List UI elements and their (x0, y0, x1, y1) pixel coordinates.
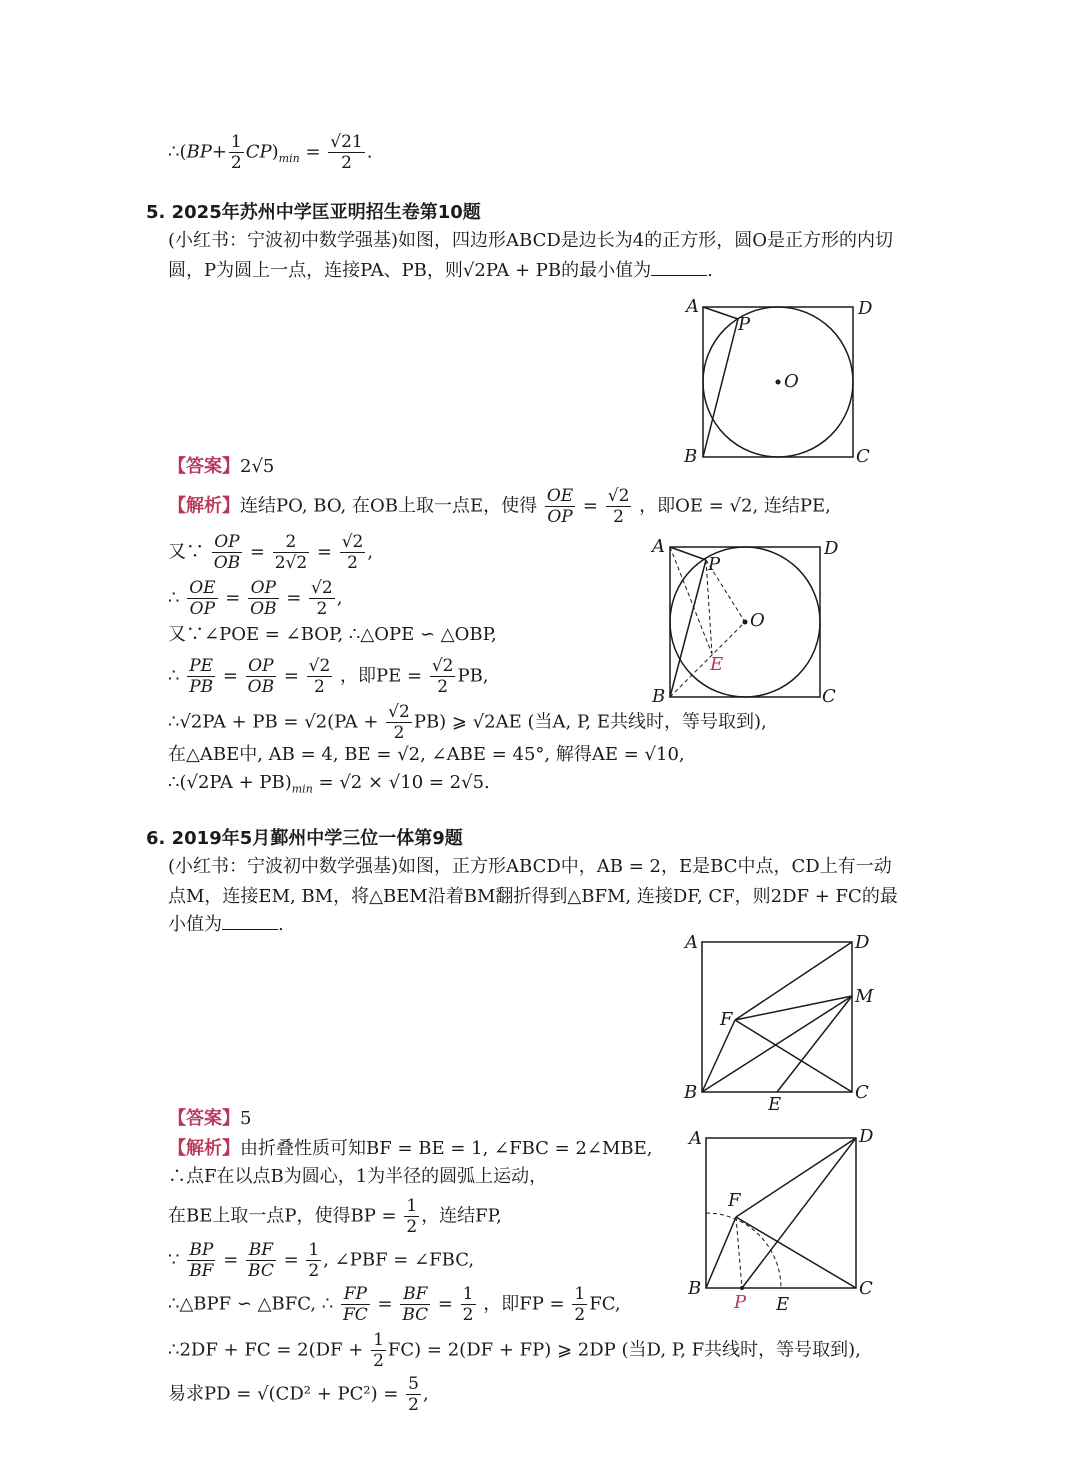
numerator: 1 (308, 1240, 320, 1260)
label-f: F (728, 1190, 741, 1211)
comma: , (423, 1383, 429, 1405)
analysis-text: ，连结FP, (421, 1205, 502, 1227)
label-p: P (734, 1292, 747, 1313)
denominator: 2 (574, 1305, 586, 1325)
figure-4-arc-construction (684, 1124, 884, 1314)
analysis-text: , ∠PBF = ∠FBC, (323, 1249, 475, 1271)
numerator: 1 (373, 1330, 384, 1350)
numerator: PE (187, 656, 215, 677)
frac (306, 1240, 321, 1281)
frac (606, 486, 632, 527)
analysis-text: ∴√2PA + PB = √2(PA + (168, 711, 379, 733)
denominator: 2 (373, 1351, 384, 1371)
cp-term: CP (245, 141, 272, 163)
frac (371, 1330, 386, 1371)
numerator: √2 (388, 702, 410, 722)
label-b: B (684, 446, 698, 467)
label-e: E (768, 1094, 782, 1113)
numerator: 2 (273, 532, 309, 553)
label-o: O (784, 371, 799, 392)
frac (572, 1284, 587, 1325)
frac (246, 1240, 276, 1281)
analysis-text: 连结PO, BO, 在OB上取一点E，使得 (240, 495, 538, 517)
q5-answer (168, 454, 274, 480)
numerator: OP (212, 532, 242, 553)
therefore-symbol: ∴ (168, 141, 180, 163)
numerator: √2 (341, 532, 364, 552)
denominator: 2√2 (274, 553, 308, 573)
frac (400, 1284, 430, 1325)
analysis-text: ，即PE = (340, 665, 423, 687)
label-a: A (652, 536, 665, 557)
q5-stem-line1: (小红书：宁波初中数学强基)如图，四边形ABCD是边长为4的正方形，圆O是正方形的内切 (168, 230, 894, 251)
q6-stem-line2: 点M，连接EM, BM，将△BEM沿着BM翻折得到△BFM, 连接DF, CF，则2DF + FC的最 (168, 886, 898, 907)
frac (309, 578, 335, 619)
result-denominator: 2 (341, 153, 352, 173)
q5-analysis-line5: ∴ $\frac{PE}{PB}$ = $\frac{OP}{OB}$ = $\frac{√2}{2}$ ，即PE = $\frac{√2}{2}$ PB, (168, 656, 489, 697)
q5-stem-line2 (168, 258, 713, 284)
frac (187, 578, 217, 619)
q5-heading: 5. 2025年苏州中学匡亚明招生卷第10题 (146, 202, 481, 223)
numerator: BF (400, 1284, 430, 1305)
numerator: √2 (607, 486, 630, 506)
label-b: B (688, 1278, 702, 1299)
frac (545, 486, 575, 527)
analysis-text: ∴(√2PA + PB) (168, 772, 292, 793)
numerator: √2 (308, 656, 331, 676)
q5-analysis-line1 (168, 486, 831, 527)
denominator: 2 (437, 677, 449, 697)
denominator: OP (547, 507, 573, 527)
q5-analysis-line3: ∴ $\frac{OE}{OP}$ = $\frac{OP}{OB}$ = $\frac{√2}{2}$ , (168, 578, 343, 619)
analysis-text: ，即FP = (483, 1293, 565, 1315)
q5-analysis-line7: 在△ABE中, AB = 4, BE = √2, ∠ABE = 45°, 解得AE = √10, (168, 744, 685, 765)
figure-2-construction (650, 534, 850, 714)
half-frac: $\frac{1}{2}$ (230, 132, 242, 173)
frac (430, 656, 456, 697)
answer-value: 5 (240, 1108, 252, 1129)
analysis-text: 在BE上取一点P，使得BP = (168, 1205, 397, 1227)
answer-blank (222, 915, 278, 930)
denominator: PB (189, 677, 214, 697)
answer-blank (651, 261, 707, 276)
frac (246, 656, 276, 697)
analysis-tag: 【解析】 (168, 495, 240, 517)
analysis-text: 由折叠性质可知BF = BE = 1, ∠FBC = 2∠MBE, (240, 1138, 653, 1159)
label-a: A (689, 1128, 702, 1149)
q5-analysis-line8 (168, 770, 490, 803)
denominator: 2 (308, 1261, 320, 1281)
numerator: 1 (574, 1284, 586, 1304)
q5-analysis-line4: 又∵∠POE = ∠BOP, ∴△OPE ∽ △OBP, (168, 624, 497, 645)
label-e: E (776, 1294, 790, 1314)
top-result-line: ∴(BP+ $\frac{1}{2}$ $CP)_{min}$ = $\frac{√21}{2}$ . (168, 132, 373, 173)
numerator: FP (341, 1284, 370, 1305)
plus-sign: + (211, 141, 227, 163)
analysis-text: PB) ⩾ √2AE (当A, P, E共线时，等号取到), (413, 711, 767, 733)
result-numerator: √21 (330, 132, 363, 152)
q6-heading: 6. 2019年5月鄞州中学三位一体第9题 (146, 828, 463, 849)
period: . (278, 914, 284, 935)
q6-stem-line3 (168, 912, 284, 938)
answer-tag: 【答案】 (168, 456, 240, 477)
comma: , (336, 587, 343, 609)
figure-1-square-inscribed-circle (680, 292, 880, 472)
prefix: ∴ (168, 665, 180, 687)
label-o: O (750, 610, 765, 631)
label-c: C (822, 686, 836, 707)
label-m: M (855, 986, 874, 1007)
denominator: OP (189, 599, 216, 619)
analysis-text: PB, (457, 665, 489, 687)
denominator: 2 (316, 599, 328, 619)
denominator: 2 (462, 1305, 474, 1325)
frac (187, 656, 215, 697)
result-frac (328, 132, 364, 173)
answer-tag: 【答案】 (168, 1108, 240, 1129)
equals-sign: = (305, 141, 321, 163)
q6-answer (168, 1106, 251, 1132)
frac (248, 578, 278, 619)
bp-term: BP (186, 141, 212, 163)
frac (273, 532, 309, 573)
label-a: A (686, 296, 699, 317)
q6-analysis-line1 (168, 1136, 653, 1162)
period: . (707, 260, 713, 281)
label-e: E (710, 654, 724, 675)
min-subscript: min (291, 782, 313, 796)
analysis-tag: 【解析】 (168, 1138, 240, 1159)
label-f: F (720, 1009, 733, 1030)
numerator: 5 (408, 1374, 419, 1394)
denominator: 2 (408, 1395, 419, 1415)
analysis-text: = √2 × √10 = 2√5. (318, 772, 490, 793)
denominator: OB (247, 677, 275, 697)
frac (212, 532, 242, 573)
label-d: D (859, 1126, 874, 1147)
q6-analysis-line7 (168, 1374, 429, 1415)
q6-analysis-line2: ∴点F在以点B为圆心，1为半径的圆弧上运动， (168, 1166, 548, 1187)
denominator: FC (342, 1305, 368, 1325)
denominator: 2 (393, 723, 405, 743)
q6-stem-line1: (小红书：宁波初中数学强基)如图，正方形ABCD中，AB = 2，E是BC中点，CD上有一动 (168, 856, 892, 877)
label-d: D (858, 298, 873, 319)
figure-3-fold (680, 928, 880, 1113)
frac (404, 1196, 419, 1237)
prefix: ∵ (168, 1249, 180, 1271)
equals-sign: = (582, 495, 599, 517)
q6-analysis-line4: ∵ $\frac{BP}{BF}$ = $\frac{BF}{BC}$ = $\frac{1}{2}$ , ∠PBF = ∠FBC, (168, 1240, 475, 1281)
label-d: D (824, 538, 839, 559)
frac (406, 1374, 421, 1415)
denominator: 2 (406, 1217, 418, 1237)
analysis-text: ∴2DF + FC = 2(DF + (168, 1339, 364, 1361)
analysis-text: ，即OE = √2, 连结PE, (639, 495, 831, 517)
label-c: C (859, 1278, 873, 1299)
min-subscript: min (278, 152, 300, 166)
prefix: 又∵ (168, 541, 204, 563)
analysis-text: ∴△BPF ∽ △BFC, ∴ (168, 1293, 334, 1315)
numerator: OE (546, 486, 574, 506)
denominator: BC (402, 1305, 429, 1325)
numerator: 1 (462, 1284, 474, 1304)
numerator: BP (187, 1240, 215, 1261)
q5-stem-text: 圆，P为圆上一点，连接PA、PB，则√2PA + PB的最小值为 (168, 260, 652, 281)
frac (187, 1240, 215, 1281)
frac (307, 656, 333, 697)
frac (340, 532, 366, 573)
label-c: C (855, 1082, 869, 1103)
q6-analysis-line3 (168, 1196, 502, 1237)
prefix: ∴ (168, 587, 180, 609)
denominator: 2 (613, 507, 624, 527)
numerator: OP (246, 656, 276, 677)
frac (461, 1284, 476, 1325)
analysis-text: 易求PD = √(CD² + PC²) = (168, 1383, 399, 1405)
numerator: OP (248, 578, 278, 599)
label-a: A (685, 932, 698, 953)
q6-stem-text: 小值为 (168, 914, 222, 935)
numerator: √2 (431, 656, 454, 676)
label-b: B (684, 1082, 698, 1103)
q6-analysis-line5: ∴△BPF ∽ △BFC, ∴ $\frac{FP}{FC}$ = $\frac{BF}{BC}$ = $\frac{1}{2}$ ，即FP = $\frac{1}{2}$ FC, (168, 1284, 621, 1325)
answer-value: 2√5 (240, 456, 275, 477)
label-p: P (708, 554, 721, 575)
q6-analysis-line6 (168, 1330, 861, 1371)
denominator: BC (248, 1261, 274, 1281)
numerator: √2 (311, 578, 333, 598)
numerator: BF (246, 1240, 276, 1261)
denominator: OB (250, 599, 277, 619)
frac (386, 702, 412, 743)
label-c: C (856, 446, 870, 467)
q5-analysis-line2: 又∵ $\frac{OP}{OB}$ = $\frac{2}{2√2}$ = $\frac{√2}{2}$ , (168, 532, 374, 573)
analysis-text: FC, (589, 1293, 621, 1315)
label-b: B (652, 686, 666, 707)
comma: , (367, 541, 374, 563)
denominator: BF (189, 1261, 214, 1281)
denominator: 2 (314, 677, 325, 697)
label-p: P (738, 314, 751, 335)
numerator: 1 (406, 1196, 418, 1216)
label-d: D (855, 932, 870, 953)
frac (341, 1284, 370, 1325)
denominator: 2 (347, 553, 358, 573)
denominator: OB (213, 553, 241, 573)
analysis-text: FC) = 2(DF + FP) ⩾ 2DP (当D, P, F共线时，等号取到), (387, 1339, 861, 1361)
numerator: OE (189, 578, 216, 598)
period: . (366, 141, 373, 163)
